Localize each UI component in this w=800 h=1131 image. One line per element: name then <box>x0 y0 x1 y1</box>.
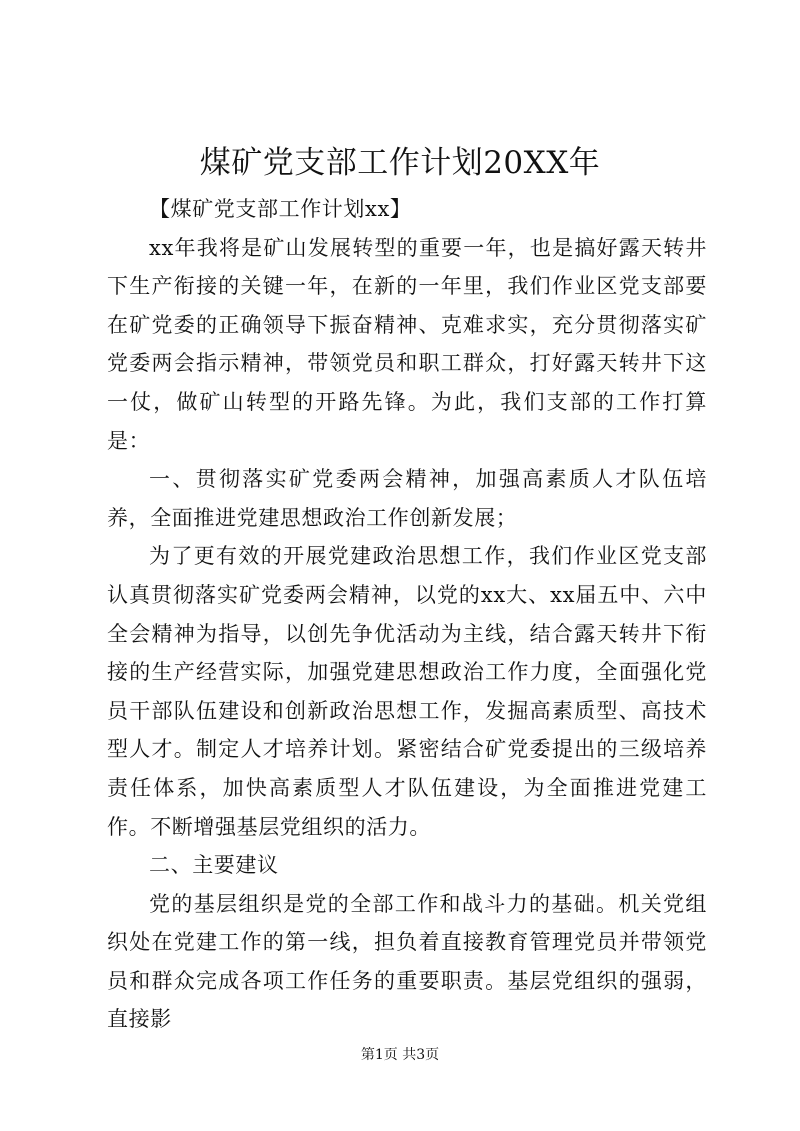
section-one-heading: 一、贯彻落实矿党委两会精神，加强高素质人才队伍培养，全面推进党建思想政治工作创新发展； <box>107 467 707 530</box>
document-body <box>107 190 707 1039</box>
intro-paragraph: xx年我将是矿山发展转型的重要一年，也是搞好露天转井下生产衔接的关键一年，在新的一年里，我们作业区党支部要在矿党委的正确领导下振奋精神、克难求实，充分贯彻落实矿党委两会指示精神，带领党员和职工群众，打好露天转井下这一仗，做矿山转型的开路先锋。为此，我们支部的工作打算是： <box>107 235 707 453</box>
section-two-heading: 二、主要建议 <box>149 853 279 878</box>
section-two-paragraph: 党的基层组织是党的全部工作和战斗力的基础。机关党组织处在党建工作的第一线，担负着直接教育管理党员并带领党员和群众完成各项工作任务的重要职责。基层党组织的强弱，直接影 <box>107 891 707 1032</box>
document-title: 煤矿党支部工作计划20XX年 <box>199 145 601 181</box>
page-footer: 第1页 共3页 <box>360 1047 440 1063</box>
section-one-paragraph: 为了更有效的开展党建政治思想工作，我们作业区党支部认真贯彻落实矿党委两会精神，以党的xx大、xx届五中、六中全会精神为指导，以创先争优活动为主线，结合露天转井下衔接的生产经营实际，加强党建思想政治工作力度，全面强化党员干部队伍建设和创新政治思想工作，发掘高素质型、高技术型人才。制定人才培养计划。紧密结合矿党委提出的三级培养责任体系，加快高素质型人才队伍建设，为全面推进党建工作。不断增强基层党组织的活力。 <box>107 544 707 839</box>
subtitle-paragraph: 【煤矿党支部工作计划xx】 <box>149 197 412 221</box>
